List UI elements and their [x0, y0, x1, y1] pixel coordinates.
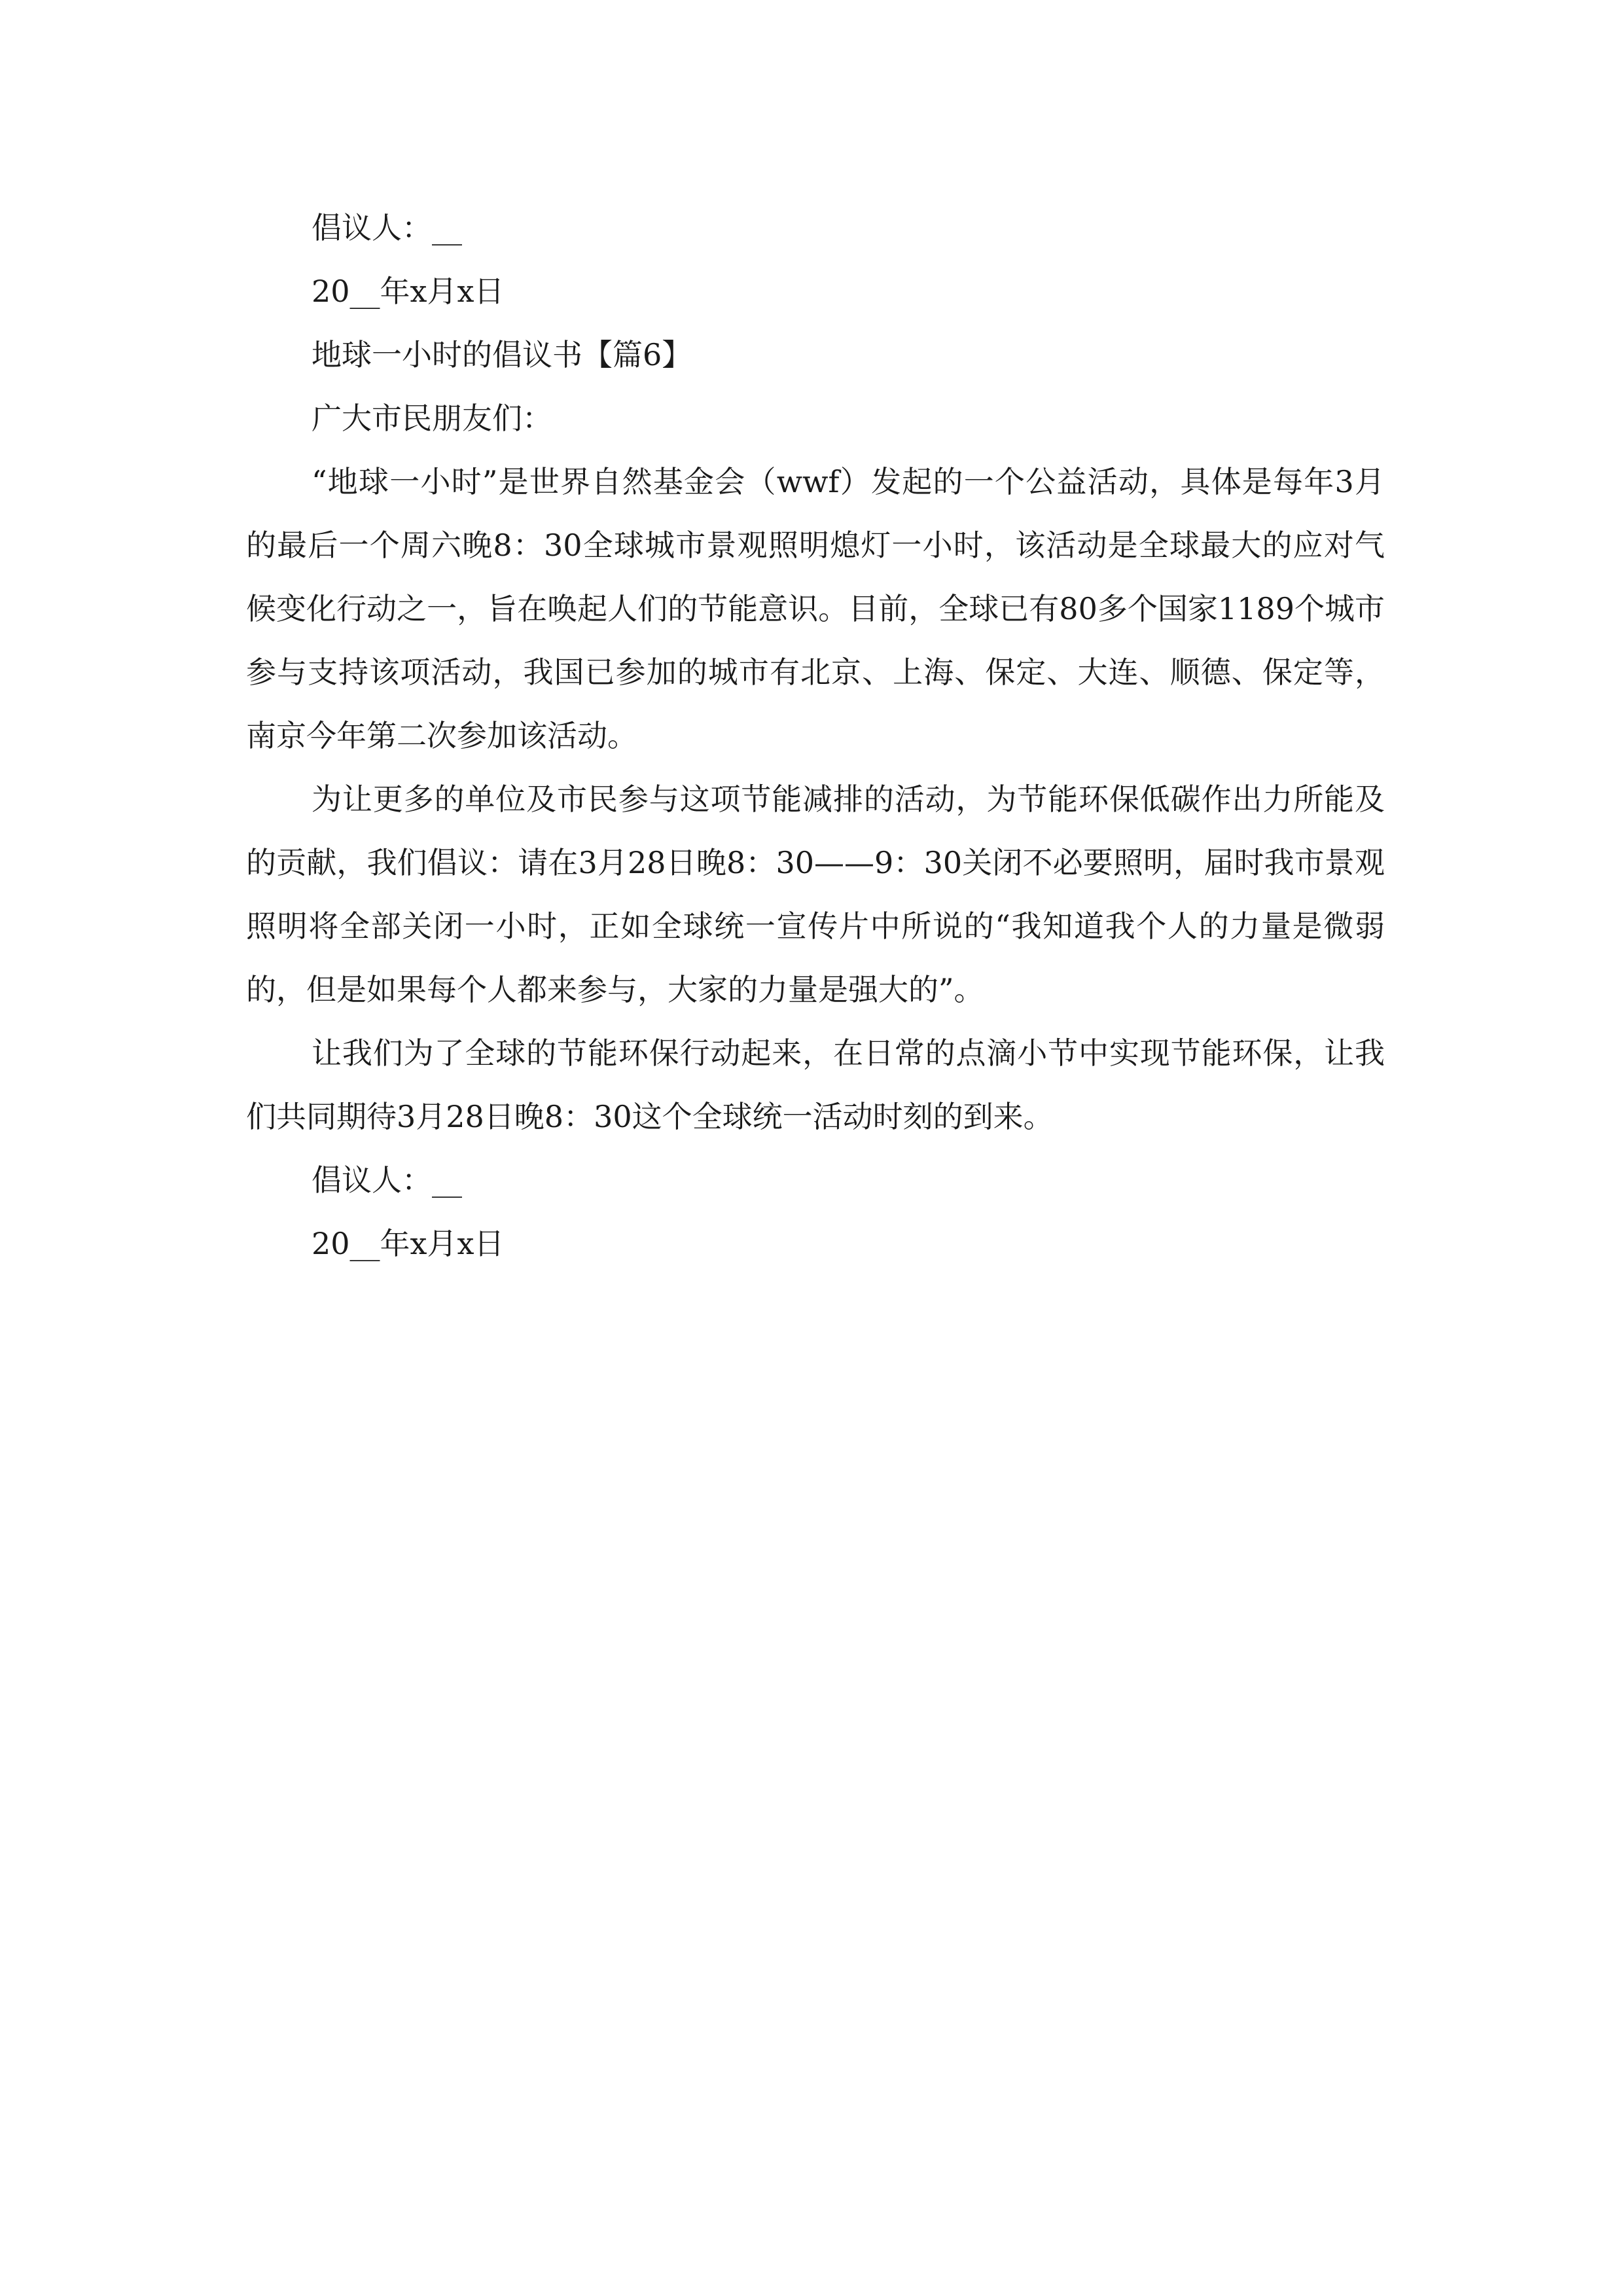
- date-line: 20__年x月x日: [312, 1226, 505, 1261]
- salutation: 广大市民朋友们：: [312, 401, 552, 436]
- body-paragraph-2: 为让更多的单位及市民参与这项节能减排的活动，为节能环保低碳作出力所能及的贡献，我们倡议：请在3月28日晚8：30——9：30关闭不必要照明，届时我市景观照明将全部关闭一小时，正如全球统一宣传片中所说的“我知道我个人的力量是微弱的，但是如果每个人都来参与，大家的力量是强大的”。: [246, 781, 1385, 1007]
- section-title: 地球一小时的倡议书【篇6】: [312, 337, 692, 372]
- date-line: 20__年x月x日: [312, 274, 505, 309]
- signature-line: 倡议人：__: [312, 210, 462, 245]
- body-paragraph-1: “地球一小时”是世界自然基金会（wwf）发起的一个公益活动，具体是每年3月的最后一个周六晚8：30全球城市景观照明熄灯一小时，该活动是全球最大的应对气候变化行动之一，旨在唤起人们的节能意识。目前，全球已有80多个国家1189个城市参与支持该项活动，我国已参加的城市有北京、上海、保定、大连、顺德、保定等，南京今年第二次参加该活动。: [246, 464, 1385, 753]
- signature-line: 倡议人：__: [312, 1162, 462, 1198]
- document-body: [246, 196, 1385, 1276]
- body-paragraph-3: 让我们为了全球的节能环保行动起来，在日常的点滴小节中实现节能环保，让我们共同期待3月28日晚8：30这个全球统一活动时刻的到来。: [246, 1035, 1385, 1134]
